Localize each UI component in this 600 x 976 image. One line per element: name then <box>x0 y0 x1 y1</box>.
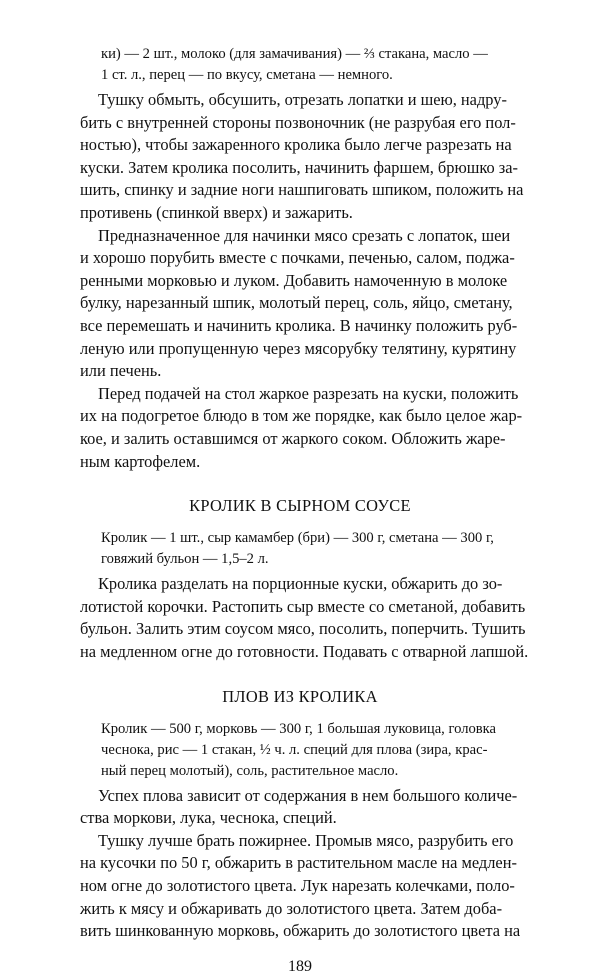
paragraph-line: вить шинкованную морковь, обжарить до золотистого цвета на <box>80 921 521 941</box>
paragraph-line: шить, спинку и задние ноги нашпиговать шпиком, положить на <box>80 180 524 200</box>
paragraph-line: куски. Затем кролика посолить, начинить фаршем, брюшко за- <box>80 157 518 177</box>
paragraph-line: бульон. Залить этим соусом мясо, посолить, поперчить. Тушить <box>80 619 526 639</box>
paragraph-line: Успех плова зависит от содержания в нем большого количе- <box>98 785 518 805</box>
page-number: 189 <box>288 957 312 975</box>
recipe-title: ПЛОВ ИЗ КРОЛИКА <box>222 686 378 706</box>
ingredients-line: Кролик — 1 шт., сыр камамбер (бри) — 300 г, сметана — 300 г, <box>101 530 494 547</box>
paragraph-line: противень (спинкой вверх) и зажарить. <box>80 203 353 222</box>
paragraph-line: булку, нарезанный шпик, молотый перец, соль, яйцо, сметану, <box>80 293 513 313</box>
recipe-title: КРОЛИК В СЫРНОМ СОУСЕ <box>189 496 411 516</box>
ingredients-line: ный перец молотый), соль, растительное масло. <box>101 762 399 779</box>
paragraph-line: их на подогретое блюдо в том же порядке, как было целое жар- <box>80 406 523 426</box>
paragraph-line: ства моркови, лука, чеснока, специй. <box>80 808 337 828</box>
ingredients-line: 1 ст. л., перец — по вкусу, сметана — немного. <box>101 67 393 83</box>
paragraph-line: кое, и залить оставшимся от жаркого соком. Обложить жаре- <box>80 429 506 448</box>
ingredients-line: Кролик — 500 г, морковь — 300 г, 1 большая луковица, головка <box>101 720 497 737</box>
paragraph-line: все перемешать и начинить кролика. В начинку положить руб- <box>80 316 518 335</box>
paragraph-line: ренными морковью и луком. Добавить намоченную в молоке <box>80 270 508 290</box>
paragraph-line: Тушку обмыть, обсушить, отрезать лопатки и шею, надру- <box>98 90 507 109</box>
paragraph-line: жить к мясу и обжаривать до золотистого цвета. Затем доба- <box>80 898 503 918</box>
ingredients-line: чеснока, рис — 1 стакан, ½ ч. л. специй для плова (зира, крас- <box>101 741 488 758</box>
paragraph-line: ном огне до золотистого цвета. Лук нарезать колечками, поло- <box>80 876 515 895</box>
paragraph-line: на кусочки по 50 г, обжарить в растительном масле на медлен- <box>80 853 517 873</box>
ingredients-line: говяжий бульон — 1,5–2 л. <box>101 551 269 568</box>
paragraph-line: бить с внутренней стороны позвоночник (не разрубая его пол- <box>80 112 516 132</box>
paragraph-line: или печень. <box>80 361 162 381</box>
paragraph-line: и хорошо порубить вместе с почками, печенью, салом, поджа- <box>80 248 515 268</box>
paragraph-line: Предназначенное для начинки мясо срезать с лопаток, шеи <box>98 225 511 245</box>
paragraph-line: на медленном огне до готовности. Подавать с отварной лапшой. <box>80 642 529 661</box>
paragraph-line: ностью), чтобы зажаренного кролика было легче разрезать на <box>80 135 512 155</box>
paragraph-line: ным картофелем. <box>80 451 201 471</box>
paragraph-line: Перед подачей на стол жаркое разрезать на куски, положить <box>98 383 519 403</box>
paragraph-line: Тушку лучше брать пожирнее. Промыв мясо, разрубить его <box>98 830 514 850</box>
paragraph-line: леную или пропущенную через мясорубку телятину, курятину <box>80 338 517 358</box>
paragraph-line: лотистой корочки. Растопить сыр вместе со сметаной, добавить <box>80 596 526 616</box>
paragraph-line: Кролика разделать на порционные куски, обжарить до зо- <box>98 574 503 594</box>
ingredients-line: ки) — 2 шт., молоко (для замачивания) — ⅔ стакана, масло — <box>101 46 488 62</box>
